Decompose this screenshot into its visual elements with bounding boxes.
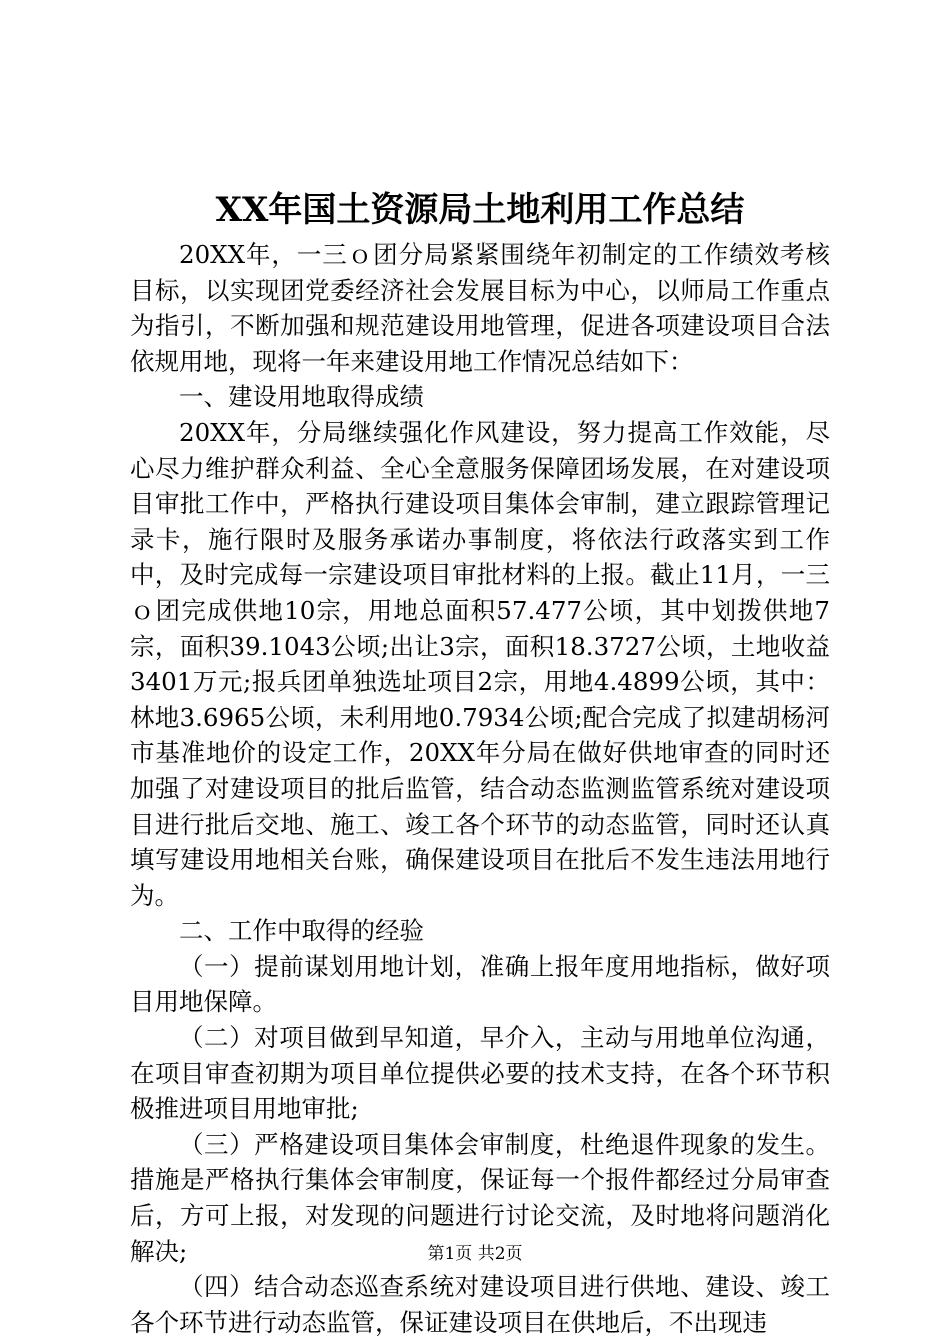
section-heading-1: 一、建设用地取得成绩 xyxy=(179,382,424,412)
page-footer: 第1页 共2页 xyxy=(427,1244,523,1264)
intro-paragraph: 20XX年，一三ｏ团分局紧紧围绕年初制定的工作绩效考核目标，以实现团党委经济社会发展目标为中心，以师局工作重点为指引，不断加强和规范建设用地管理，促进各项建设项目合法依规用地，现将一年来建设用地工作情况总结如下： xyxy=(130,240,830,376)
experience-item-4: （四）结合动态巡查系统对建设项目进行供地、建设、竣工各个环节进行动态监管，保证建设项目在供地后，不出现违 xyxy=(130,1272,830,1337)
experience-item-3: （三）严格建设项目集体会审制度，杜绝退件现象的发生。措施是严格执行集体会审制度，保证每一个报件都经过分局审查后，方可上报，对发现的问题进行讨论交流，及时地将问题消化解决; xyxy=(130,1129,830,1266)
experience-item-2: （二）对项目做到早知道，早介入，主动与用地单位沟通，在项目审查初期为项目单位提供必要的技术支持，在各个环节积极推进项目用地审批; xyxy=(130,1023,830,1124)
section-heading-2: 二、工作中取得的经验 xyxy=(179,916,424,946)
document-body xyxy=(130,237,830,1340)
experience-item-1: （一）提前谋划用地计划，准确上报年度用地指标，做好项目用地保障。 xyxy=(130,951,830,1017)
document-title: XX年国土资源局土地利用工作总结 xyxy=(215,190,745,230)
achievements-paragraph: 20XX年，分局继续强化作风建设，努力提高工作效能，尽心尽力维护群众利益、全心全意服务保障团场发展，在对建设项目审批工作中，严格执行建设项目集体会审制，建立跟踪管理记录卡，施行限时及服务承诺办事制度，将依法行政落实到工作中，及时完成每一宗建设项目审批材料的上报。截止11月，一三ｏ团完成供地10宗，用地总面积57.477公顷，其中划拨供地7宗，面积39.1043公顷;出让3宗，面积18.3727公顷，土地收益3401万元;报兵团单独选址项目2宗，用地4.4899公顷，其中：林地3.6965公顷，未利用地0.7934公顷;配合完成了拟建胡杨河市基准地价的设定工作，20XX年分局在做好供地审查的同时还加强了对建设项目的批后监管，结合动态监测监管系统对建设项目进行批后交地、施工、竣工各个环节的动态监管，同时还认真填写建设用地相关台账，确保建设项目在批后不发生违法用地行为。 xyxy=(130,417,830,910)
